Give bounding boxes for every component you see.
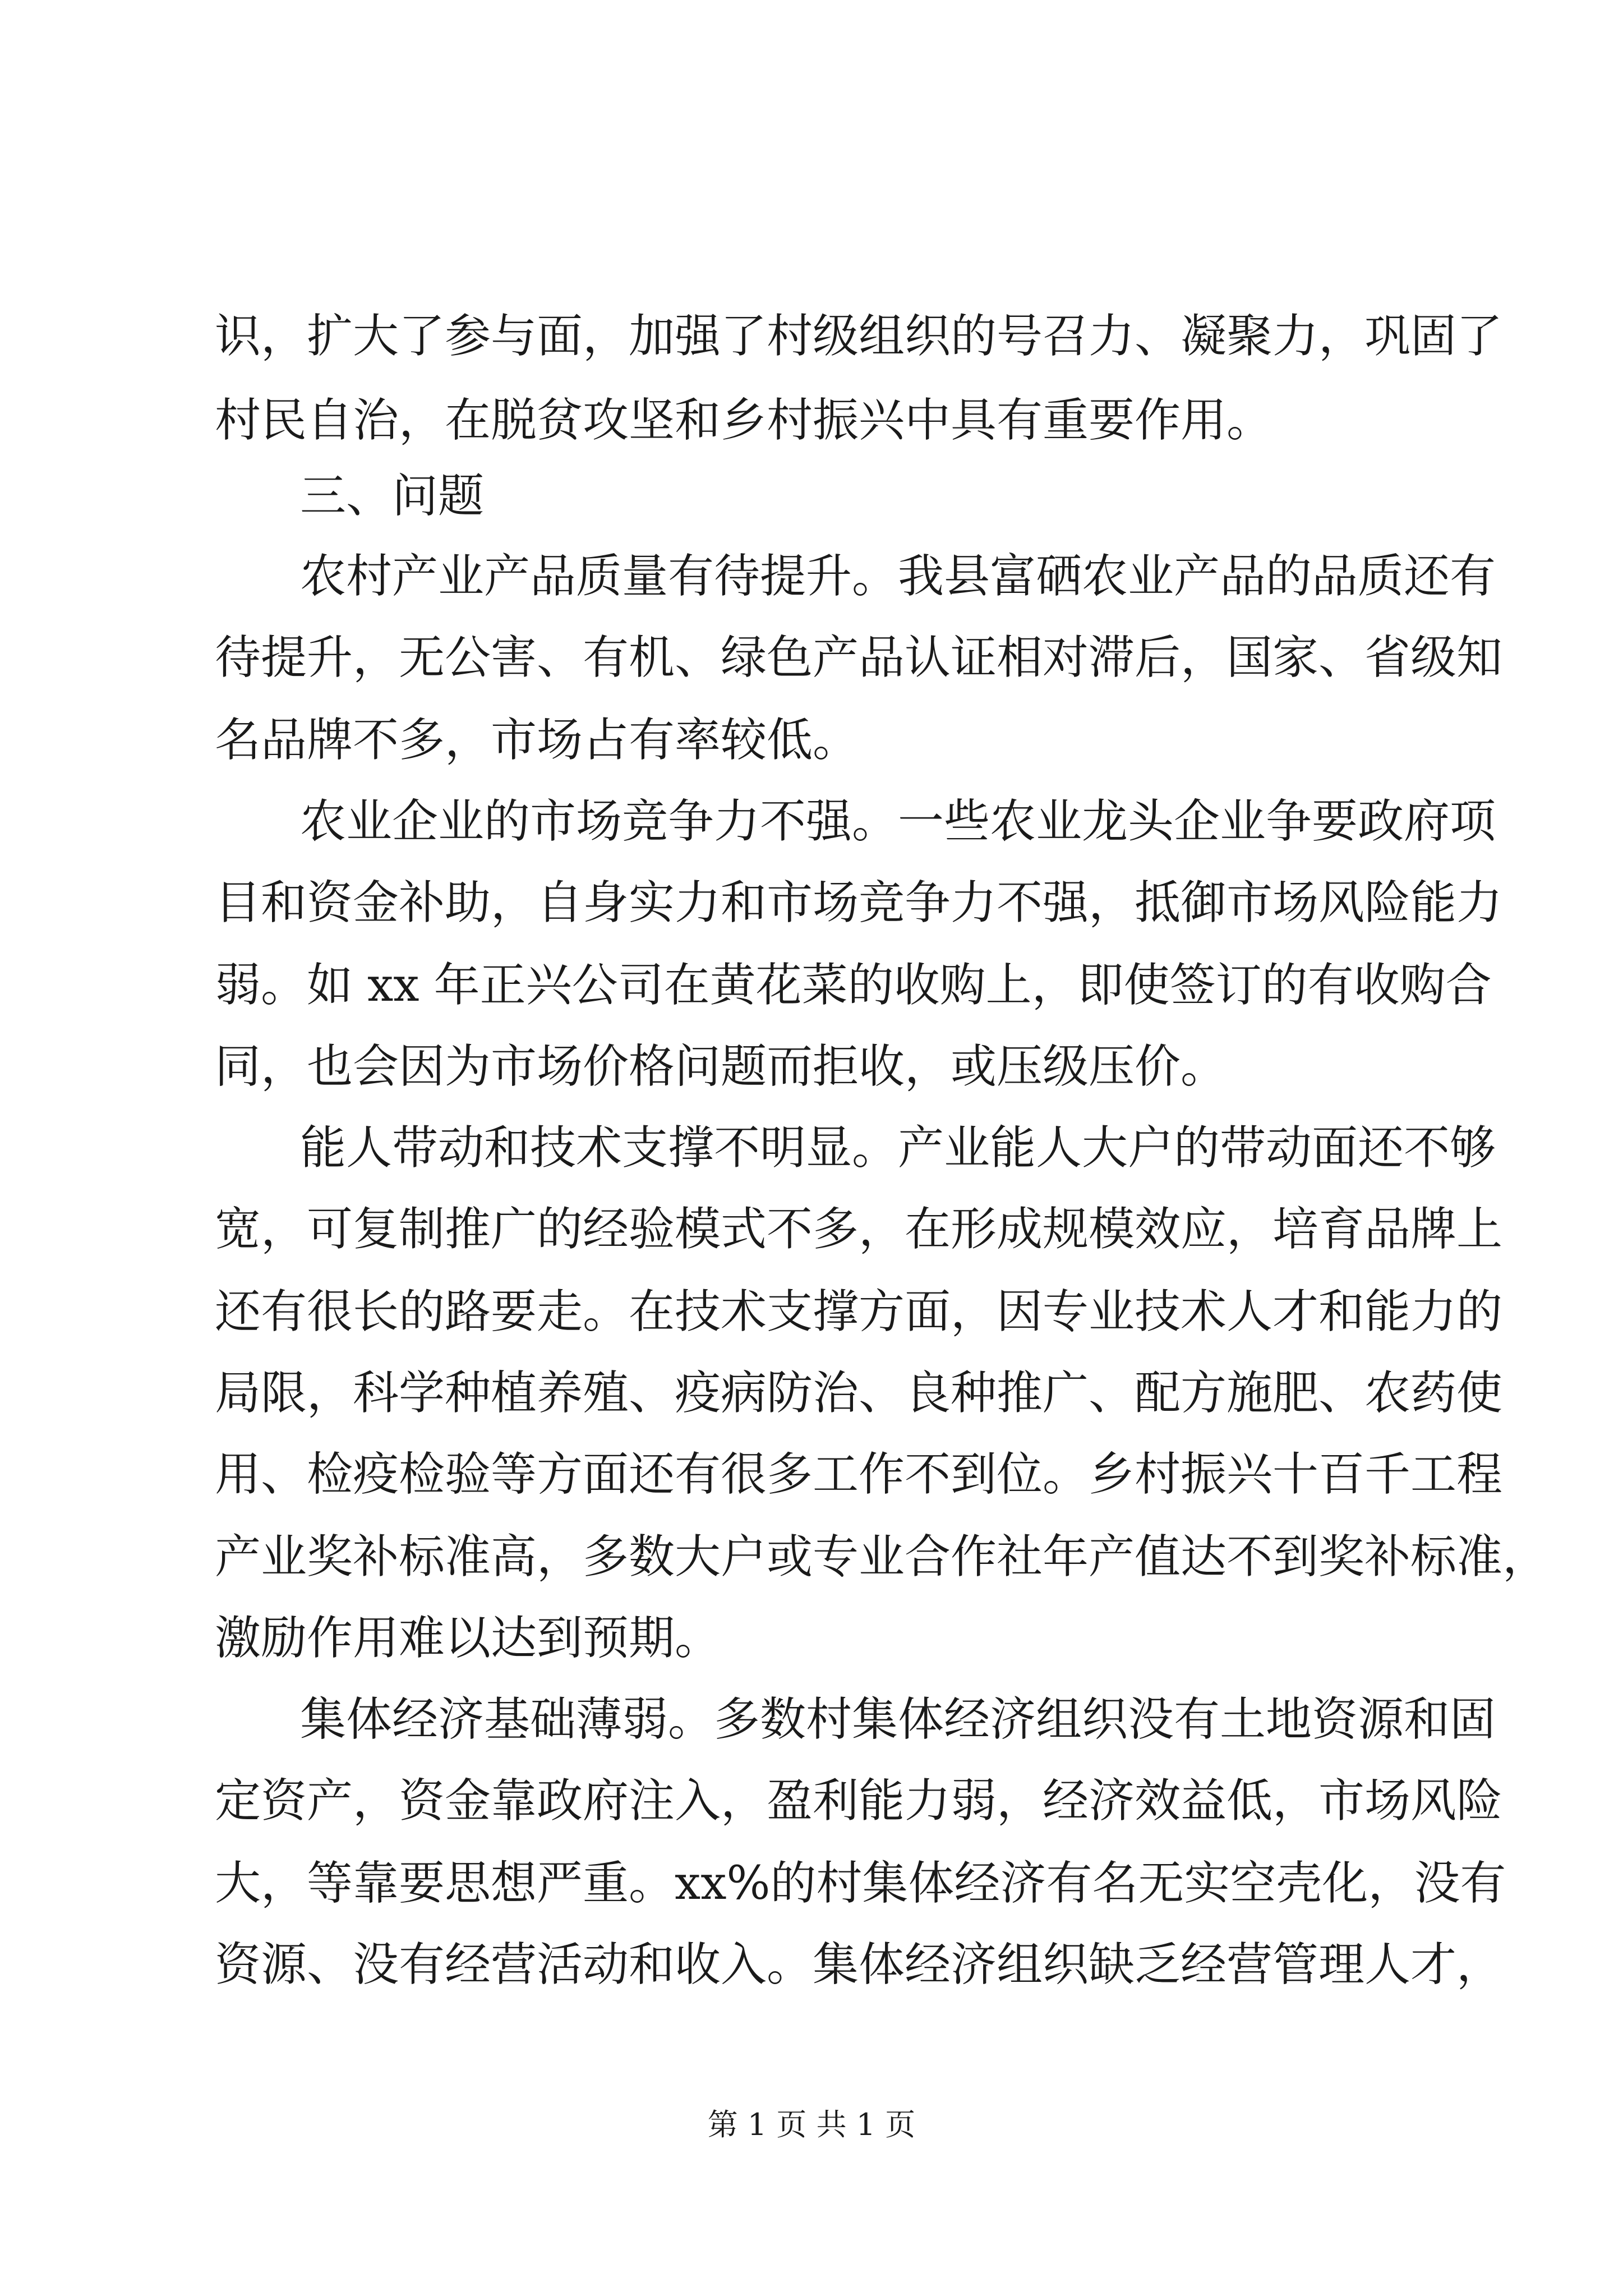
text-line: 名品牌不多，市场占有率较低。 <box>215 714 859 767</box>
text-line: 弱。如 xx 年正兴公司在黄花菜的收购上，即使签订的有收购合 <box>215 959 1492 1012</box>
text-line: 村民自治，在脱贫攻坚和乡村振兴中具有重要作用。 <box>215 394 1273 447</box>
text-line: 还有很长的路要走。在技术支撑方面，因专业技术人才和能力的 <box>215 1285 1503 1338</box>
text-line: 用、检疫检验等方面还有很多工作不到位。乡村振兴十百千工程 <box>215 1448 1503 1501</box>
text-line: 农业企业的市场竞争力不强。一些农业龙头企业争要政府项 <box>300 795 1496 848</box>
text-line: 定资产，资金靠政府注入，盈利能力弱，经济效益低，市场风险 <box>215 1774 1503 1828</box>
text-line: 待提升，无公害、有机、绿色产品认证相对滞后，国家、省级知 <box>215 631 1503 684</box>
page-footer: 第 1 页 共 1 页 <box>707 2107 916 2142</box>
text-line: 识，扩大了参与面，加强了村级组织的号召力、凝聚力，巩固了 <box>215 310 1503 363</box>
section-heading: 三、问题 <box>300 470 485 523</box>
text-line: 能人带动和技术支撑不明显。产业能人大户的带动面还不够 <box>300 1121 1496 1175</box>
text-line: 集体经济基础薄弱。多数村集体经济组织没有土地资源和固 <box>300 1693 1496 1746</box>
text-line: 产业奖补标准高，多数大户或专业合作社年产值达不到奖补标准， <box>215 1530 1549 1584</box>
text-line: 大，等靠要思想严重。xx%的村集体经济有名无实空壳化，没有 <box>215 1857 1506 1910</box>
text-line: 农村产业产品质量有待提升。我县富硒农业产品的品质还有 <box>300 550 1496 603</box>
text-line: 宽，可复制推广的经验模式不多，在形成规模效应，培育品牌上 <box>215 1203 1503 1256</box>
text-line: 激励作用难以达到预期。 <box>215 1612 721 1665</box>
text-line: 资源、没有经营活动和收入。集体经济组织缺乏经营管理人才， <box>215 1938 1503 1991</box>
text-line: 目和资金补助，自身实力和市场竞争力不强，抵御市场风险能力 <box>215 876 1503 930</box>
text-line: 局限，科学种植养殖、疫病防治、良种推广、配方施肥、农药使 <box>215 1366 1503 1420</box>
text-line: 同，也会因为市场价格问题而拒收，或压级压价。 <box>215 1040 1227 1093</box>
